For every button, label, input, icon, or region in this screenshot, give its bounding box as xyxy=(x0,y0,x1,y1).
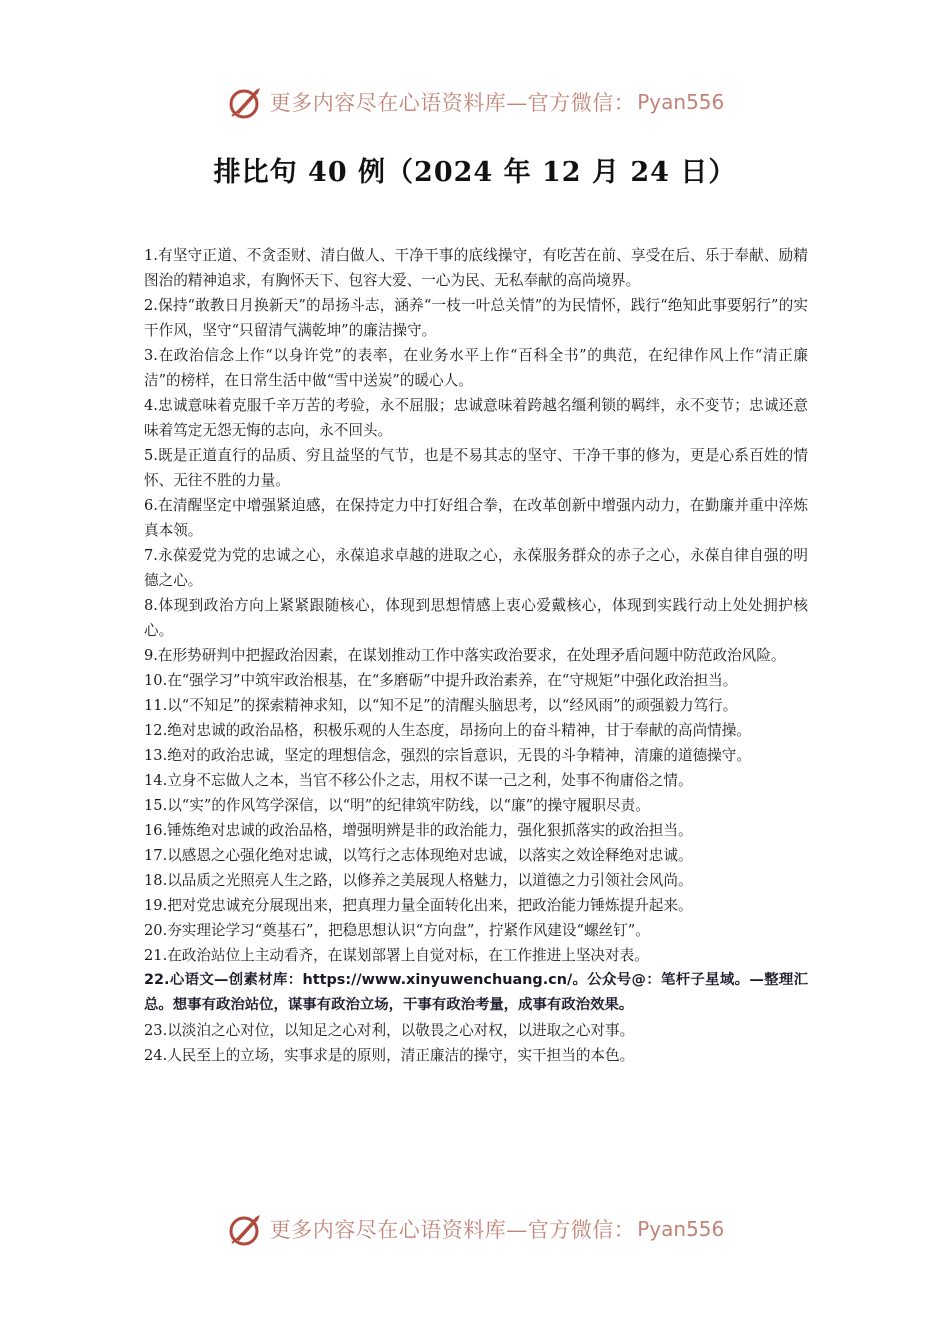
list-item: 4.忠诚意味着克服千辛万苦的考验，永不屈服；忠诚意味着跨越名缰利锁的羁绊，永不变节；忠诚还意味着笃定无怨无悔的志向，永不回头。 xyxy=(144,397,808,439)
sentence-list xyxy=(144,243,808,1068)
list-item: 2.保持“敢教日月换新天”的昂扬斗志，涵养“一枝一叶总关情”的为民情怀，践行“绝知此事要躬行”的实干作风，坚守“只留清气满乾坤”的廉洁操守。 xyxy=(144,297,808,339)
list-item-source-note: 22.心语文—创素材库：https://www.xinyuwenchuang.cn/。公众号@：笔杆子星域。—整理汇总。想事有政治站位，谋事有政治立场，干事有政治考量，成事有政治效果。 xyxy=(144,972,808,1013)
list-item: 8.体现到政治方向上紧紧跟随核心，体现到思想情感上衷心爱戴核心，体现到实践行动上处处拥护核心。 xyxy=(144,597,808,639)
footer-watermark-banner xyxy=(0,1207,950,1251)
list-item: 13.绝对的政治忠诚，坚定的理想信念，强烈的宗旨意识，无畏的斗争精神，清廉的道德操守。 xyxy=(144,747,751,764)
list-item: 17.以感恩之心强化绝对忠诚，以笃行之志体现绝对忠诚，以落实之效诠释绝对忠诚。 xyxy=(144,847,693,864)
list-item: 9.在形势研判中把握政治因素，在谋划推动工作中落实政治要求，在处理矛盾问题中防范政治风险。 xyxy=(144,647,786,664)
banner-text: 更多内容尽在心语资料库—官方微信： xyxy=(269,91,636,115)
page-title: 排比句 40 例（2024 年 12 月 24 日） xyxy=(213,157,737,188)
list-item: 7.永葆爱党为党的忠诚之心，永葆追求卓越的进取之心，永葆服务群众的赤子之心，永葆自律自强的明德之心。 xyxy=(144,547,808,589)
list-item: 21.在政治站位上主动看齐，在谋划部署上自觉对标，在工作推进上坚决对表。 xyxy=(144,947,649,964)
wechat-id: Pyan556 xyxy=(637,90,725,114)
list-item: 14.立身不忘做人之本，当官不移公仆之志，用权不谋一己之利，处事不徇庸俗之情。 xyxy=(144,772,693,789)
quill-logo-icon xyxy=(226,82,266,122)
list-item: 20.夯实理论学习“奠基石”，把稳思想认识“方向盘”，拧紧作风建设“螺丝钉”。 xyxy=(144,922,650,939)
quill-logo-icon xyxy=(226,1209,266,1249)
list-item: 6.在清醒坚定中增强紧迫感，在保持定力中打好组合拳，在改革创新中增强内动力，在勤廉并重中淬炼真本领。 xyxy=(144,497,808,539)
wechat-id: Pyan556 xyxy=(637,1217,725,1241)
list-item: 11.以“不知足”的探索精神求知，以“知不足”的清醒头脑思考，以“经风雨”的顽强毅力笃行。 xyxy=(144,697,738,714)
list-item: 24.人民至上的立场，实事求是的原则，清正廉洁的操守，实干担当的本色。 xyxy=(144,1047,635,1064)
list-item: 3.在政治信念上作“以身许党”的表率，在业务水平上作“百科全书”的典范，在纪律作风上作“清正廉洁”的榜样，在日常生活中做“雪中送炭”的暖心人。 xyxy=(144,347,808,389)
list-item: 1.有坚守正道、不贪歪财、清白做人、干净干事的底线操守，有吃苦在前、享受在后、乐于奉献、励精图治的精神追求，有胸怀天下、包容大爱、一心为民、无私奉献的高尚境界。 xyxy=(144,247,808,289)
list-item: 15.以“实”的作风笃学深信，以“明”的纪律筑牢防线，以“廉”的操守履职尽责。 xyxy=(144,797,650,814)
list-item: 10.在“强学习”中筑牢政治根基，在“多磨砺”中提升政治素养，在“守规矩”中强化政治担当。 xyxy=(144,672,738,689)
list-item: 5.既是正道直行的品质、穷且益坚的气节，也是不易其志的坚守、干净干事的修为，更是心系百姓的情怀、无往不胜的力量。 xyxy=(144,447,808,489)
list-item: 19.把对党忠诚充分展现出来，把真理力量全面转化出来，把政治能力锤炼提升起来。 xyxy=(144,897,693,914)
list-item: 18.以品质之光照亮人生之路，以修养之美展现人格魅力，以道德之力引领社会风尚。 xyxy=(144,872,693,889)
header-watermark-banner xyxy=(0,80,950,124)
banner-text: 更多内容尽在心语资料库—官方微信： xyxy=(269,1218,636,1242)
list-item: 23.以淡泊之心对位，以知足之心对利，以敬畏之心对权，以进取之心对事。 xyxy=(144,1022,635,1039)
list-item: 16.锤炼绝对忠诚的政治品格，增强明辨是非的政治能力，强化狠抓落实的政治担当。 xyxy=(144,822,693,839)
list-item: 12.绝对忠诚的政治品格，积极乐观的人生态度，昂扬向上的奋斗精神，甘于奉献的高尚情操。 xyxy=(144,722,751,739)
